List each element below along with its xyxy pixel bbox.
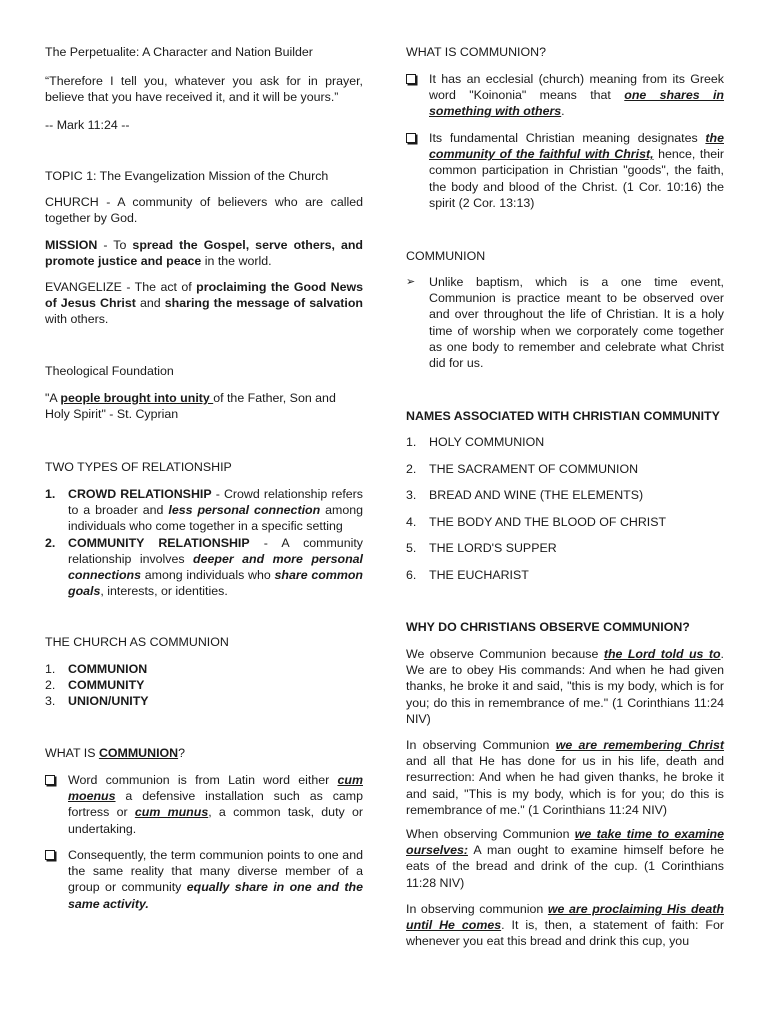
arrow-bullet-icon: ➢ bbox=[406, 276, 416, 288]
list-item: 1. HOLY COMMUNION bbox=[406, 435, 545, 449]
why-paragraph-2: In observing Communion we are remembering Christ and all that He has done for us in his life, death and resurrection: And when he had given thanks, he broke it and said, "This is my body, which is for you; do this is remembrance of me." (1 Corinthians 11:24 NIV) bbox=[406, 738, 725, 817]
checkbox-bullet-icon bbox=[406, 74, 416, 84]
list-item-community: 2. COMMUNITY RELATIONSHIP - A community relationship involves deeper and more personal connections among individuals who share common goals, interests, or identities. bbox=[45, 535, 363, 599]
quote-reference: -- Mark 11:24 -- bbox=[45, 118, 130, 132]
list-item: Word communion is from Latin word either cum moenus a defensive installation such as camp fortress or cum munus, a common task, duty or undertaking. bbox=[45, 772, 363, 837]
consequently-list bbox=[45, 847, 363, 912]
list-item: Its fundamental Christian meaning designates the community of the faithful with Christ, hence, their common participation in Christian "goods", the faith, the body and blood of the Christ. (1 Cor. 10:16) the spirit (2 Cor. 13:13) bbox=[406, 130, 724, 211]
term-mission: MISSION bbox=[45, 238, 98, 252]
list-item-crowd: 1. CROWD RELATIONSHIP - Crowd relationship refers to a broader and less personal connection among individuals who come together in a specific setting bbox=[45, 487, 363, 534]
checkbox-bullet-icon bbox=[45, 775, 55, 785]
why-heading: WHY DO CHRISTIANS OBSERVE COMMUNION? bbox=[406, 620, 690, 634]
why-paragraph-1: We observe Communion because the Lord told us to. We are to obey His commands: And when he had given thanks, he broke it and said, "this is my body, which is for you; do this in remembrance of me." (1 Corinthians 11:24 NIV) bbox=[406, 647, 724, 726]
definition-evangelize: EVANGELIZE - The act of proclaiming the Good News of Jesus Christ and sharing the message of salvation with others. bbox=[45, 280, 364, 327]
term-church: CHURCH bbox=[45, 195, 99, 209]
church-as-communion-list bbox=[45, 661, 363, 710]
definition-church: CHURCH - A community of believers who are called together by God. bbox=[45, 195, 363, 226]
fundamental-meaning-list bbox=[406, 130, 724, 211]
list-item: 4. THE BODY AND THE BLOOD OF CHRIST bbox=[406, 514, 667, 529]
topic-title: TOPIC 1: The Evangelization Mission of the Church bbox=[45, 169, 329, 183]
bible-quote: “Therefore I tell you, whatever you ask for in prayer, believe that you have received it, and it will be yours.” bbox=[45, 74, 363, 105]
list-item: 3. UNION/UNITY bbox=[45, 694, 149, 709]
what-is-communion-heading-2: WHAT IS COMMUNION? bbox=[406, 45, 546, 59]
cyprian-quote: "A people brought into unity of the Father, Son and Holy Spirit" - St. Cyprian bbox=[45, 391, 336, 422]
communion-meaning-list bbox=[406, 71, 724, 120]
list-item: 6. THE EUCHARIST bbox=[406, 567, 529, 582]
definition-mission: MISSION - To spread the Gospel, serve others, and promote justice and peace in the world. bbox=[45, 238, 363, 269]
list-item: 5. THE LORD'S SUPPER bbox=[406, 541, 557, 556]
church-communion-heading: THE CHURCH AS COMMUNION bbox=[45, 635, 229, 649]
two-types-heading: TWO TYPES OF RELATIONSHIP bbox=[45, 460, 232, 474]
checkbox-bullet-icon bbox=[45, 850, 55, 860]
communion-heading: COMMUNION bbox=[406, 249, 486, 263]
checkbox-bullet-icon bbox=[406, 133, 416, 143]
theological-foundation-heading: Theological Foundation bbox=[45, 364, 174, 378]
term-evangelize: EVANGELIZE bbox=[45, 280, 122, 294]
list-item: 2. COMMUNITY bbox=[45, 678, 145, 693]
list-item: ➢ Unlike baptism, which is a one time event, Communion is practice meant to be observed over and over throughout the life of Christian. It is a holy time of worship when we corporately come together as one body to remember and celebrate what Christ did for us. bbox=[406, 275, 724, 371]
list-item: 3. BREAD AND WINE (THE ELEMENTS) bbox=[406, 488, 644, 503]
list-item: 2. THE SACRAMENT OF COMMUNION bbox=[406, 461, 639, 476]
communion-description-list bbox=[406, 274, 724, 371]
list-item: It has an ecclesial (church) meaning from its Greek word "Koinonia" means that one shares in something with others. bbox=[406, 71, 724, 120]
names-list bbox=[406, 434, 724, 583]
relationship-list bbox=[45, 486, 363, 599]
list-item: 1. COMMUNION bbox=[45, 662, 148, 676]
document-title: The Perpetualite: A Character and Nation Builder bbox=[45, 45, 313, 59]
why-paragraph-4: In observing communion we are proclaiming His death until He comes. It is, then, a statement of faith: For whenever you eat this bread and drink this cup, you bbox=[406, 902, 724, 949]
list-item: Consequently, the term communion points to one and the same reality that many diverse member of a group or community equally share in one and the same activity. bbox=[45, 847, 363, 912]
why-paragraph-3: When observing Communion we take time to examine ourselves: A man ought to examine himself before he eats of the bread and drink of the cup. (1 Corinthians 11:28 NIV) bbox=[406, 827, 724, 890]
what-is-communion-heading: WHAT IS COMMUNION? bbox=[45, 746, 185, 760]
word-origin-list bbox=[45, 772, 363, 837]
names-heading: NAMES ASSOCIATED WITH CHRISTIAN COMMUNITY bbox=[406, 409, 720, 423]
